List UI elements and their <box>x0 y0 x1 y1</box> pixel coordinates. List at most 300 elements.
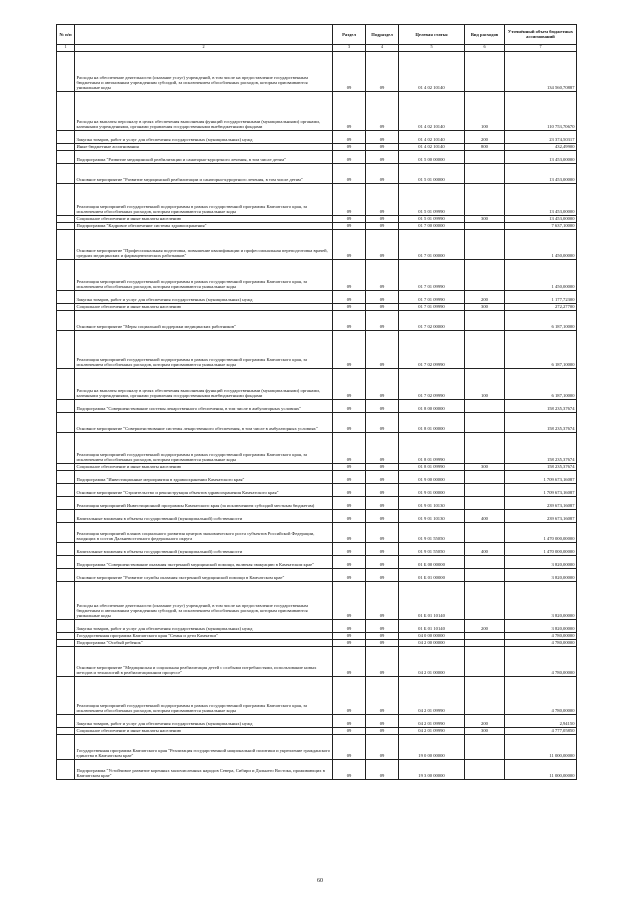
target-article-cell: 01 8 01 00000 <box>399 412 465 432</box>
section-cell: 09 <box>333 759 366 779</box>
row-number-cell <box>57 727 75 734</box>
item-name-cell: Основное мероприятие "Развитие службы оказания экстренной медицинской помощи в Камчатском крае" <box>75 568 333 581</box>
subsection-cell: 09 <box>366 412 399 432</box>
row-number-cell <box>57 483 75 496</box>
amount-cell: 13 453,00000 <box>505 215 577 222</box>
section-cell: 09 <box>333 496 366 509</box>
expense-type-cell <box>465 759 505 779</box>
amount-cell: 1 450,00000 <box>505 229 577 259</box>
subsection-cell: 09 <box>366 483 399 496</box>
expense-type-cell <box>465 470 505 483</box>
item-name-cell: Реализация мероприятий государственной подпрограммы в рамках государственной программы Камчатского края, за исключением обособленных расходов, которым присваиваются уникальные коды <box>75 183 333 215</box>
table-row <box>57 568 577 581</box>
section-cell: 09 <box>333 143 366 150</box>
subsection-cell: 09 <box>366 310 399 330</box>
section-cell: 09 <box>333 581 366 619</box>
item-name-cell: Государственная программа Камчатского края "Реализация государственной национальной политики и укрепление гражданского единства в Камчатском крае" <box>75 734 333 759</box>
target-article-cell: 01 5 00 00000 <box>399 150 465 163</box>
budget-table <box>56 24 577 780</box>
row-number-cell <box>57 51 75 91</box>
row-number-cell <box>57 143 75 150</box>
column-number: 6 <box>465 44 505 51</box>
amount-cell: 158 235,37674 <box>505 463 577 470</box>
table-row <box>57 496 577 509</box>
amount-cell: 6 187,10000 <box>505 330 577 368</box>
subsection-cell: 09 <box>366 734 399 759</box>
amount-cell: 13 453,00000 <box>505 163 577 183</box>
expense-type-cell <box>465 163 505 183</box>
subsection-cell: 09 <box>366 163 399 183</box>
expense-type-cell <box>465 432 505 463</box>
table-body <box>57 51 577 779</box>
column-number: 7 <box>505 44 577 51</box>
table-row <box>57 714 577 727</box>
table-row <box>57 432 577 463</box>
row-number-cell <box>57 163 75 183</box>
target-article-cell: 01 5 01 09990 <box>399 215 465 222</box>
target-article-cell: 01 7 02 09990 <box>399 368 465 399</box>
subsection-cell: 09 <box>366 496 399 509</box>
target-article-cell: 04 2 00 00000 <box>399 639 465 646</box>
target-article-cell: 04 0 00 00000 <box>399 632 465 639</box>
expense-type-cell <box>465 399 505 412</box>
expense-type-cell <box>465 229 505 259</box>
amount-cell: 110 753,70670 <box>505 91 577 130</box>
target-article-cell: 04 2 01 00000 <box>399 646 465 676</box>
amount-cell: 4 780,00000 <box>505 632 577 639</box>
target-article-cell: 01 4 02 10140 <box>399 91 465 130</box>
subsection-cell: 09 <box>366 581 399 619</box>
expense-type-cell <box>465 632 505 639</box>
row-number-cell <box>57 222 75 229</box>
table-row <box>57 183 577 215</box>
subsection-cell: 09 <box>366 470 399 483</box>
amount-cell: 1 177,72300 <box>505 290 577 303</box>
row-number-cell <box>57 183 75 215</box>
expense-type-cell <box>465 496 505 509</box>
target-article-cell: 19 3 00 00000 <box>399 759 465 779</box>
amount-cell: 134 560,70887 <box>505 51 577 91</box>
expense-type-cell: 400 <box>465 509 505 522</box>
row-number-cell <box>57 150 75 163</box>
budget-table-sheet <box>56 24 576 780</box>
table-row <box>57 542 577 555</box>
row-number-cell <box>57 542 75 555</box>
target-article-cell: 01 5 01 09990 <box>399 183 465 215</box>
subsection-cell: 09 <box>366 150 399 163</box>
amount-cell: 4 777,05850 <box>505 727 577 734</box>
item-name-cell: Закупка товаров, работ и услуг для обеспечения государственных (муниципальных) нужд <box>75 714 333 727</box>
target-article-cell: 19 0 00 00000 <box>399 734 465 759</box>
amount-cell: 3 820,00000 <box>505 581 577 619</box>
table-row <box>57 368 577 399</box>
item-name-cell: Основное мероприятие "Совершенствование системы лекарственного обеспечения, в том числе в амбулаторных условиях" <box>75 412 333 432</box>
expense-type-cell: 300 <box>465 727 505 734</box>
item-name-cell: Основное мероприятие "Профессиональная подготовка, повышение квалификации и профессиональная переподготовка врачей, средних медицинских и фармацевтических работников" <box>75 229 333 259</box>
target-article-cell: 01 8 01 09990 <box>399 432 465 463</box>
row-number-cell <box>57 368 75 399</box>
target-article-cell: 01 9 01 10130 <box>399 509 465 522</box>
target-article-cell: 04 2 01 09990 <box>399 676 465 714</box>
table-row <box>57 639 577 646</box>
subsection-cell: 09 <box>366 676 399 714</box>
expense-type-cell <box>465 183 505 215</box>
header-row <box>57 25 577 45</box>
subsection-cell: 09 <box>366 555 399 568</box>
amount-cell: 11 000,00000 <box>505 759 577 779</box>
table-row <box>57 632 577 639</box>
row-number-cell <box>57 463 75 470</box>
column-number: 3 <box>333 44 366 51</box>
row-number-cell <box>57 509 75 522</box>
target-article-cell: 01 9 01 55050 <box>399 542 465 555</box>
page-number: 60 <box>317 878 323 884</box>
amount-cell: 272,27700 <box>505 303 577 310</box>
target-article-cell: 01 9 00 00000 <box>399 470 465 483</box>
target-article-cell: 01 4 02 10140 <box>399 51 465 91</box>
amount-cell: 13 453,00000 <box>505 150 577 163</box>
section-cell: 09 <box>333 51 366 91</box>
row-number-cell <box>57 676 75 714</box>
amount-cell: 2,94150 <box>505 714 577 727</box>
item-name-cell: Закупка товаров, работ и услуг для обеспечения государственных (муниципальных) нужд <box>75 619 333 632</box>
expense-type-cell: 200 <box>465 714 505 727</box>
expense-type-cell: 300 <box>465 463 505 470</box>
expense-type-cell <box>465 676 505 714</box>
expense-type-cell: 100 <box>465 368 505 399</box>
row-number-cell <box>57 259 75 290</box>
subsection-cell: 09 <box>366 399 399 412</box>
item-name-cell: Реализация мероприятий Инвестиционной программы Камчатского края (за исключением субсидий местным бюджетам) <box>75 496 333 509</box>
section-cell: 09 <box>333 632 366 639</box>
header-cell: Целевая статья <box>399 25 465 45</box>
target-article-cell: 04 2 01 09990 <box>399 714 465 727</box>
item-name-cell: Расходы на выплаты персоналу в целях обеспечения выполнения функций государственными (муниципальными) органами, казенными учреждениями, органами управления государственными внебюджетными фондами <box>75 368 333 399</box>
target-article-cell: 01 7 01 00000 <box>399 229 465 259</box>
item-name-cell: Реализация мероприятий планов социального развития центров экономического роста субъектов Российской Федерации, входящих в состав Дальневосточного федерального округа <box>75 522 333 542</box>
item-name-cell: Подпрограмма "Совершенствование системы лекарственного обеспечения, в том числе в амбулаторных условиях" <box>75 399 333 412</box>
section-cell: 09 <box>333 229 366 259</box>
item-name-cell: Реализация мероприятий государственной подпрограммы в рамках государственной программы Камчатского края, за исключением обособленных расходов, которым присваиваются уникальные коды <box>75 259 333 290</box>
table-row <box>57 290 577 303</box>
section-cell: 09 <box>333 130 366 143</box>
expense-type-cell <box>465 150 505 163</box>
header-cell: Уточнённый объем бюджетных ассигнований <box>505 25 577 45</box>
subsection-cell: 09 <box>366 91 399 130</box>
section-cell: 09 <box>333 163 366 183</box>
item-name-cell: Подпрограмма "Совершенствование оказания экстренной медицинской помощи, включая эвакуацию в Камчатском крае" <box>75 555 333 568</box>
target-article-cell: 01 Б 01 10140 <box>399 581 465 619</box>
subsection-cell: 09 <box>366 215 399 222</box>
expense-type-cell <box>465 581 505 619</box>
table-row <box>57 330 577 368</box>
target-article-cell: 01 Б 01 00000 <box>399 568 465 581</box>
item-name-cell: Основное мероприятие "Меры социальной поддержки медицинских работников" <box>75 310 333 330</box>
section-cell: 09 <box>333 639 366 646</box>
expense-type-cell <box>465 310 505 330</box>
row-number-cell <box>57 310 75 330</box>
section-cell: 09 <box>333 619 366 632</box>
amount-cell: 4 780,00000 <box>505 639 577 646</box>
expense-type-cell <box>465 555 505 568</box>
section-cell: 09 <box>333 470 366 483</box>
table-row <box>57 555 577 568</box>
table-row <box>57 310 577 330</box>
header-cell: Подраздел <box>366 25 399 45</box>
section-cell: 09 <box>333 463 366 470</box>
column-number-row <box>57 44 577 51</box>
row-number-cell <box>57 522 75 542</box>
row-number-cell <box>57 432 75 463</box>
section-cell: 09 <box>333 714 366 727</box>
table-row <box>57 727 577 734</box>
row-number-cell <box>57 229 75 259</box>
item-name-cell: Закупка товаров, работ и услуг для обеспечения государственных (муниципальных) нужд <box>75 130 333 143</box>
row-number-cell <box>57 734 75 759</box>
amount-cell: 3 820,00000 <box>505 568 577 581</box>
column-number: 2 <box>75 44 333 51</box>
expense-type-cell <box>465 51 505 91</box>
table-row <box>57 163 577 183</box>
row-number-cell <box>57 632 75 639</box>
expense-type-cell <box>465 646 505 676</box>
table-row <box>57 130 577 143</box>
target-article-cell: 01 8 01 09990 <box>399 463 465 470</box>
subsection-cell: 09 <box>366 51 399 91</box>
expense-type-cell <box>465 222 505 229</box>
table-row <box>57 229 577 259</box>
section-cell: 09 <box>333 483 366 496</box>
section-cell: 09 <box>333 303 366 310</box>
subsection-cell: 09 <box>366 522 399 542</box>
item-name-cell: Капитальные вложения в объекты государственной (муниципальной) собственности <box>75 509 333 522</box>
header-cell: № п/п <box>57 25 75 45</box>
expense-type-cell: 200 <box>465 130 505 143</box>
section-cell: 09 <box>333 399 366 412</box>
expense-type-cell: 200 <box>465 619 505 632</box>
subsection-cell: 09 <box>366 222 399 229</box>
section-cell: 09 <box>333 542 366 555</box>
section-cell: 09 <box>333 509 366 522</box>
item-name-cell: Капитальные вложения в объекты государственной (муниципальной) собственности <box>75 542 333 555</box>
subsection-cell: 09 <box>366 183 399 215</box>
item-name-cell: Социальное обеспечение и иные выплаты населению <box>75 727 333 734</box>
table-row <box>57 581 577 619</box>
item-name-cell: Подпрограмма "Устойчивое развитие коренных малочисленных народов Севера, Сибири и Дальнего Востока, проживающих в Камчатском крае" <box>75 759 333 779</box>
item-name-cell: Подпрограмма "Развитие медицинской реабилитации и санаторно-курортного лечения, в том числе детям" <box>75 150 333 163</box>
section-cell: 09 <box>333 290 366 303</box>
amount-cell: 7 637,10000 <box>505 222 577 229</box>
row-number-cell <box>57 568 75 581</box>
target-article-cell: 01 7 00 00000 <box>399 222 465 229</box>
section-cell: 09 <box>333 183 366 215</box>
section-cell: 09 <box>333 432 366 463</box>
target-article-cell: 01 9 01 10130 <box>399 496 465 509</box>
expense-type-cell: 300 <box>465 215 505 222</box>
table-row <box>57 143 577 150</box>
item-name-cell: Расходы на выплаты персоналу в целях обеспечения выполнения функций государственными (муниципальными) органами, казенными учреждениями, органами управления государственными внебюджетными фондами <box>75 91 333 130</box>
row-number-cell <box>57 639 75 646</box>
amount-cell: 158 235,37674 <box>505 399 577 412</box>
expense-type-cell <box>465 412 505 432</box>
target-article-cell: 01 4 02 10140 <box>399 130 465 143</box>
row-number-cell <box>57 130 75 143</box>
row-number-cell <box>57 215 75 222</box>
row-number-cell <box>57 555 75 568</box>
target-article-cell: 01 Б 01 10140 <box>399 619 465 632</box>
column-number: 5 <box>399 44 465 51</box>
amount-cell: 4 780,00000 <box>505 646 577 676</box>
row-number-cell <box>57 714 75 727</box>
table-row <box>57 150 577 163</box>
subsection-cell: 09 <box>366 368 399 399</box>
header-cell: Раздел <box>333 25 366 45</box>
header-cell: Вид расходов <box>465 25 505 45</box>
item-name-cell: Подпрограмма "Кадровое обеспечение системы здравоохранения" <box>75 222 333 229</box>
table-row <box>57 399 577 412</box>
row-number-cell <box>57 330 75 368</box>
item-name-cell: Социальное обеспечение и иные выплаты населению <box>75 463 333 470</box>
target-article-cell: 01 8 00 00000 <box>399 399 465 412</box>
section-cell: 09 <box>333 91 366 130</box>
expense-type-cell <box>465 639 505 646</box>
subsection-cell: 09 <box>366 759 399 779</box>
amount-cell: 239 673,16087 <box>505 509 577 522</box>
subsection-cell: 09 <box>366 259 399 290</box>
table-row <box>57 483 577 496</box>
section-cell: 09 <box>333 412 366 432</box>
row-number-cell <box>57 470 75 483</box>
item-name-cell: Социальное обеспечение и иные выплаты населению <box>75 303 333 310</box>
row-number-cell <box>57 303 75 310</box>
amount-cell: 1 470 000,00000 <box>505 542 577 555</box>
amount-cell: 158 235,37674 <box>505 432 577 463</box>
section-cell: 09 <box>333 310 366 330</box>
target-article-cell: 01 7 02 09990 <box>399 330 465 368</box>
subsection-cell: 09 <box>366 639 399 646</box>
table-row <box>57 470 577 483</box>
section-cell: 09 <box>333 259 366 290</box>
table-row <box>57 509 577 522</box>
amount-cell: 6 187,10000 <box>505 310 577 330</box>
table-row <box>57 646 577 676</box>
target-article-cell: 01 7 02 00000 <box>399 310 465 330</box>
section-cell: 09 <box>333 676 366 714</box>
section-cell: 09 <box>333 727 366 734</box>
amount-cell: 4 780,00000 <box>505 676 577 714</box>
target-article-cell: 04 2 01 09990 <box>399 727 465 734</box>
table-row <box>57 215 577 222</box>
item-name-cell: Основное мероприятие "Строительство и реконструкция объектов здравоохранения Камчатского края" <box>75 483 333 496</box>
row-number-cell <box>57 581 75 619</box>
item-name-cell: Социальное обеспечение и иные выплаты населению <box>75 215 333 222</box>
subsection-cell: 09 <box>366 143 399 150</box>
target-article-cell: 01 7 01 09990 <box>399 259 465 290</box>
item-name-cell: Иные бюджетные ассигнования <box>75 143 333 150</box>
target-article-cell: 01 7 01 09990 <box>399 303 465 310</box>
amount-cell: 11 000,00000 <box>505 734 577 759</box>
subsection-cell: 09 <box>366 432 399 463</box>
item-name-cell: Закупка товаров, работ и услуг для обеспечения государственных (муниципальных) нужд <box>75 290 333 303</box>
expense-type-cell <box>465 330 505 368</box>
item-name-cell: Подпрограмма "Инвестиционные мероприятия в здравоохранении Камчатского края" <box>75 470 333 483</box>
section-cell: 09 <box>333 330 366 368</box>
expense-type-cell <box>465 522 505 542</box>
section-cell: 09 <box>333 150 366 163</box>
table-row <box>57 676 577 714</box>
subsection-cell: 09 <box>366 509 399 522</box>
target-article-cell: 01 9 01 00000 <box>399 483 465 496</box>
item-name-cell: Основное мероприятие "Развитие медицинской реабилитации и санаторно-курортного лечения, в том числе детям" <box>75 163 333 183</box>
table-row <box>57 734 577 759</box>
amount-cell: 23 374,50317 <box>505 130 577 143</box>
section-cell: 09 <box>333 734 366 759</box>
expense-type-cell <box>465 734 505 759</box>
amount-cell: 6 187,10000 <box>505 368 577 399</box>
expense-type-cell <box>465 483 505 496</box>
table-row <box>57 222 577 229</box>
section-cell: 09 <box>333 555 366 568</box>
section-cell: 09 <box>333 568 366 581</box>
row-number-cell <box>57 399 75 412</box>
amount-cell: 1 450,00000 <box>505 259 577 290</box>
subsection-cell: 09 <box>366 229 399 259</box>
item-name-cell: Реализация мероприятий государственной подпрограммы в рамках государственной программы Камчатского края, за исключением обособленных расходов, которым присваиваются уникальные коды <box>75 676 333 714</box>
header-cell <box>75 25 333 45</box>
row-number-cell <box>57 619 75 632</box>
item-name-cell: Расходы на обеспечение деятельности (оказание услуг) учреждений, в том числе на предоставление государственным бюджетным и автономным учреждениям субсидий, за исключением обособленных расходов, которым присваиваются уникальные коды <box>75 51 333 91</box>
amount-cell: 1 470 000,00000 <box>505 522 577 542</box>
subsection-cell: 09 <box>366 130 399 143</box>
section-cell: 09 <box>333 522 366 542</box>
table-row <box>57 91 577 130</box>
row-number-cell <box>57 91 75 130</box>
row-number-cell <box>57 759 75 779</box>
section-cell: 09 <box>333 222 366 229</box>
column-number: 4 <box>366 44 399 51</box>
table-row <box>57 619 577 632</box>
subsection-cell: 09 <box>366 303 399 310</box>
table-row <box>57 522 577 542</box>
table-row <box>57 759 577 779</box>
amount-cell: 1 709 673,16087 <box>505 483 577 496</box>
subsection-cell: 09 <box>366 290 399 303</box>
item-name-cell: Реализация мероприятий государственной подпрограммы в рамках государственной программы Камчатского края, за исключением обособленных расходов, которым присваиваются уникальные коды <box>75 432 333 463</box>
subsection-cell: 09 <box>366 568 399 581</box>
expense-type-cell: 100 <box>465 91 505 130</box>
target-article-cell: 01 4 02 10140 <box>399 143 465 150</box>
section-cell: 09 <box>333 646 366 676</box>
subsection-cell: 09 <box>366 330 399 368</box>
amount-cell: 158 235,37674 <box>505 412 577 432</box>
target-article-cell: 01 9 01 55050 <box>399 522 465 542</box>
amount-cell: 1 709 673,16087 <box>505 470 577 483</box>
amount-cell: 239 673,16087 <box>505 496 577 509</box>
target-article-cell: 01 7 01 09990 <box>399 290 465 303</box>
expense-type-cell <box>465 568 505 581</box>
subsection-cell: 09 <box>366 463 399 470</box>
section-cell: 09 <box>333 215 366 222</box>
row-number-cell <box>57 496 75 509</box>
amount-cell: 3 820,00000 <box>505 555 577 568</box>
subsection-cell: 09 <box>366 632 399 639</box>
table-row <box>57 412 577 432</box>
table-row <box>57 259 577 290</box>
expense-type-cell <box>465 259 505 290</box>
subsection-cell: 09 <box>366 646 399 676</box>
amount-cell: 3 820,00000 <box>505 619 577 632</box>
item-name-cell: Подпрограмма "Особый ребенок" <box>75 639 333 646</box>
